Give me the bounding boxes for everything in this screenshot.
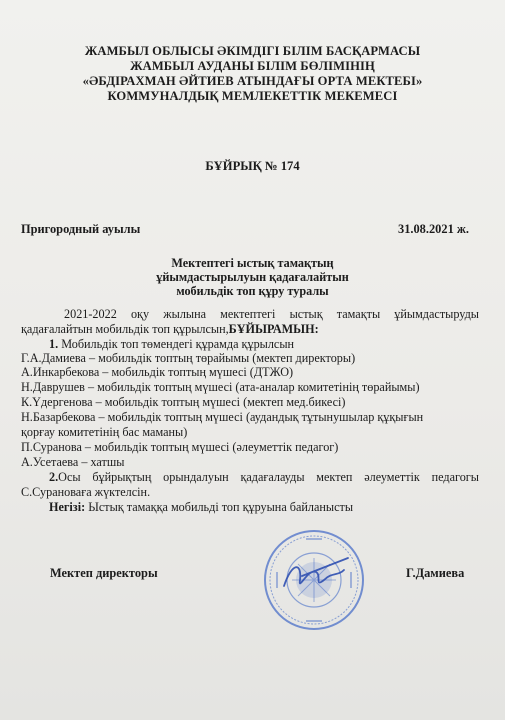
header-line-4: КОММУНАЛДЫҚ МЕМЛЕКЕТТІК МЕКЕМЕСІ bbox=[107, 89, 398, 103]
item-2-line-2: С.Сурановаға жүктелсін. bbox=[21, 485, 151, 499]
item-2-line-1 bbox=[49, 470, 479, 485]
member-line: А.Усетаева – хатшы bbox=[21, 455, 125, 469]
member-line: К.Үдергенова – мобильдік топтың мүшесі (мектеп мед.бикесі) bbox=[21, 395, 346, 409]
item-2-number: 2. bbox=[49, 470, 59, 484]
header-line-1: ЖАМБЫЛ ОБЛЫСЫ ӘКІМДІГІ БІЛІМ БАСҚАРМАСЫ bbox=[84, 44, 421, 58]
header-line-2: ЖАМБЫЛ АУДАНЫ БІЛІМ БӨЛІМІНІҢ bbox=[130, 59, 375, 73]
member-line: қорғау комитетінің бас маманы) bbox=[21, 425, 188, 439]
item-1-text: Мобильдік топ төмендегі құрамда құрылсын bbox=[58, 337, 295, 351]
member-line: Н.Базарбекова – мобильдік топтың мүшесі (аудандық тұтынушылар құқығын bbox=[21, 410, 424, 424]
member-line: А.Инкарбекова – мобильдік топтың мүшесі (ДТЖО) bbox=[21, 365, 294, 379]
intro-line-1: 2021-2022 оқу жылына мектептегі ыстық тамақты ұйымдастыруды bbox=[64, 307, 479, 321]
header-line-3: «ӘБДІРАХМАН ӘЙТИЕВ АТЫНДАҒЫ ОРТА МЕКТЕБІ» bbox=[82, 74, 423, 88]
intro-text: қадағалайтын мобильдік топ құрылсын, bbox=[21, 322, 229, 336]
basis-label: Негізі: bbox=[49, 500, 86, 514]
subject-line-3: мобильдік топ құру туралы bbox=[176, 284, 329, 298]
member-line: П.Суранова – мобильдік топтың мүшесі (әлеуметтік педагог) bbox=[21, 440, 339, 454]
item-1-number: 1. bbox=[49, 337, 59, 351]
item-2-text: Осы бұйрықтың орындалуын қадағалауды мектеп әлеуметтік педагогы bbox=[58, 470, 479, 484]
item-1 bbox=[49, 337, 294, 352]
subject-line-2: ұйымдастырылуын қадағалайтын bbox=[156, 270, 349, 284]
member-line: Н.Даврушев – мобильдік топтың мүшесі (ата-аналар комитетінің төрайымы) bbox=[21, 380, 420, 394]
order-keyword: БҰЙЫРАМЫН: bbox=[228, 322, 319, 336]
official-seal bbox=[262, 528, 366, 632]
date: 31.08.2021 ж. bbox=[398, 222, 469, 236]
basis-line bbox=[49, 500, 353, 515]
member-line: Г.А.Дамиева – мобильдік топтың төрайымы (мектеп директоры) bbox=[21, 351, 356, 365]
signature-name: Г.Дамиева bbox=[406, 566, 465, 580]
signature-label: Мектеп директоры bbox=[50, 566, 158, 580]
intro-line-2 bbox=[21, 322, 319, 337]
order-title: БҰЙРЫҚ № 174 bbox=[205, 159, 300, 173]
place: Пригородный ауылы bbox=[21, 222, 141, 236]
subject-line-1: Мектептегі ыстық тамақтың bbox=[171, 256, 334, 270]
basis-text: Ыстық тамаққа мобильді топ құруына байланысты bbox=[85, 500, 354, 514]
